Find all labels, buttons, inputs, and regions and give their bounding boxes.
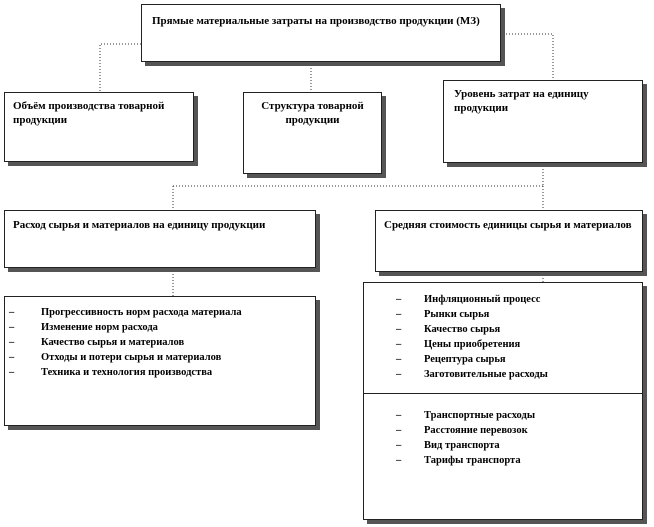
consumption-factors-box [4, 296, 316, 426]
list-item: – Прогрессивность норм расхода материала [9, 307, 242, 318]
list-item: – Заготовительные расходы [396, 369, 548, 380]
avg-cost-factors-box [363, 282, 643, 520]
list-item: – Инфляционный процесс [396, 294, 541, 305]
list-item: – Изменение норм расхода [9, 322, 158, 333]
price-factors-list [364, 292, 642, 382]
consumption-box [4, 210, 316, 268]
list-divider [364, 393, 642, 394]
consumption-box-label: Расход сырья и материалов на единицу продукции [13, 219, 266, 231]
avg-cost-box-label: Средняя стоимость единицы сырья и материалов [384, 219, 632, 231]
list-item: – Отходы и потери сырья и материалов [9, 352, 222, 363]
list-item: – Расстояние перевозок [396, 425, 528, 436]
list-item: – Рецептура сырья [396, 354, 506, 365]
list-item: – Техника и технология производства [9, 367, 213, 378]
list-item: – Тарифы транспорта [396, 455, 521, 466]
structure-box [243, 92, 382, 174]
cost-level-box-label: Уровень затрат на единицу продукции [454, 88, 589, 114]
volume-box [4, 92, 194, 162]
volume-box-label: Объём производства товарной продукции [13, 100, 165, 126]
list-item: – Рынки сырья [396, 309, 490, 320]
list-item: – Качество сырья [396, 324, 501, 335]
list-item: – Транспортные расходы [396, 410, 536, 421]
list-item: – Вид транспорта [396, 440, 500, 451]
list-item: – Цены приобретения [396, 339, 521, 350]
structure-box-label: Структура товарной продукции [261, 100, 364, 126]
top-box-title: Прямые материальные затраты на производство продукции (МЗ) [152, 15, 480, 27]
cost-level-box [443, 80, 643, 163]
list-item: – Качество сырья и материалов [9, 337, 185, 348]
connector-top-to-cost [500, 34, 553, 80]
top-box [141, 4, 501, 62]
connector-top-to-volume [100, 44, 141, 92]
avg-cost-box [375, 210, 643, 272]
transport-factors-list [364, 408, 642, 468]
consumption-factors-list [5, 305, 315, 380]
